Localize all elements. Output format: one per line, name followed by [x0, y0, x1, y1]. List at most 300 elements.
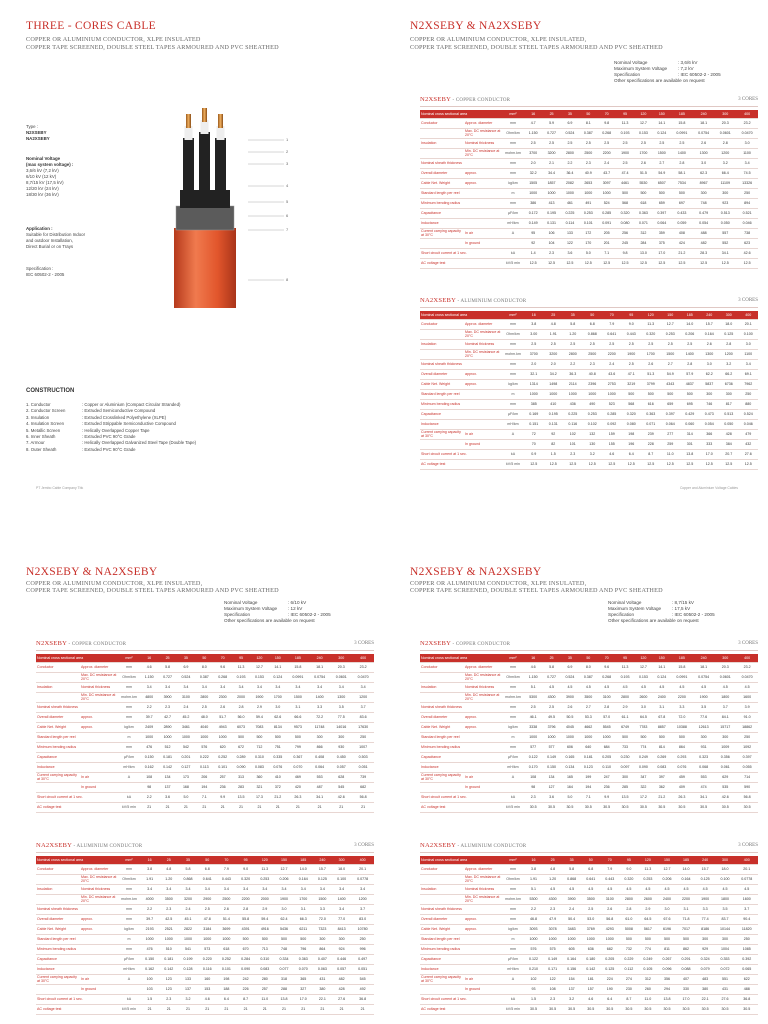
table-cell: 7783 [634, 722, 652, 732]
table-header-size: 120 [638, 856, 657, 864]
table-cell: 72.2 [309, 712, 331, 722]
table-cell: 0.524 [561, 672, 579, 682]
table-cell: 864 [671, 742, 693, 752]
core-1 [183, 114, 194, 192]
table-row [420, 884, 758, 894]
row-unit: A [118, 772, 140, 782]
table-cell: 3.5 [715, 904, 736, 914]
row-sub-label: Nominal thickness [464, 884, 502, 894]
table-cell: 157 [581, 984, 600, 994]
table-cell: 36.8 [735, 994, 758, 1004]
table-cell: 257 [255, 984, 274, 994]
table-row [36, 914, 374, 924]
row-unit: mohm.km [118, 692, 140, 702]
table-cell: 0.443 [217, 874, 236, 884]
row-sub-label: approx. [464, 914, 502, 924]
table-cell: 3769 [581, 924, 600, 934]
table-cell: 30.5 [671, 802, 693, 812]
table-cell: 500 [657, 934, 676, 944]
table-cell: 0.205 [600, 954, 619, 964]
table-header-size: 300 [330, 654, 352, 662]
table-cell: 0.397 [653, 208, 671, 218]
table-cell: 9.0 [619, 864, 638, 874]
table-cell: 51.4 [217, 914, 236, 924]
row-sub-label: Nominal thickness [464, 682, 502, 692]
table-cell: 4837 [680, 379, 700, 389]
table-cell: 8413 [332, 924, 351, 934]
table-cell: 500 [641, 389, 661, 399]
table-cell: 1.91 [140, 874, 159, 884]
row-group-label: Minimum bending radius [420, 944, 502, 954]
table-cell: 0.205 [598, 752, 616, 762]
table-cell: 0.149 [542, 752, 560, 762]
table-cell: 557 [714, 228, 736, 238]
spec-value: : 6/10 kV [288, 600, 307, 605]
table-cell: 123 [159, 974, 178, 984]
table-cell: 0.162 [140, 964, 159, 974]
table-row [420, 349, 758, 359]
table-cell: 8.0 [195, 662, 213, 672]
row-unit: mm [118, 712, 140, 722]
table-cell: 577 [542, 742, 560, 752]
row-unit: m [502, 732, 524, 742]
table-cell: 61.1 [616, 712, 634, 722]
voltage-sub-label: (max system voltage) : [26, 162, 74, 167]
row-unit: µF/km [502, 954, 524, 964]
table-cell: 30.5 [581, 1004, 600, 1014]
table-cell: 20.7 [719, 449, 739, 459]
page-subtitle: COPPER OR ALUMINIUM CONDUCTOR, XLPE INSULATED [26, 36, 201, 43]
table-cell: 3.4 [739, 359, 759, 369]
table-cell: 500 [294, 934, 313, 944]
table-cell: 659 [661, 399, 681, 409]
row-unit [502, 439, 524, 449]
table-row [420, 964, 758, 974]
table-row [420, 449, 758, 459]
table-cell: 672 [232, 742, 250, 752]
table-cell: 0.124 [653, 128, 671, 138]
table-cell: 30.5 [600, 1004, 619, 1014]
table-cell: 1300 [700, 349, 720, 359]
table-cell: 5.8 [563, 319, 583, 329]
table-cell: 482 [693, 238, 715, 248]
table-cell: 6.4 [600, 994, 619, 1004]
row-sub-label: In ground [464, 439, 502, 449]
table-cell: 2.5 [680, 339, 700, 349]
table-cell: 0.868 [583, 329, 603, 339]
row-sub-label: Max. DC resistance at 20°C [465, 129, 501, 137]
table-cell: 2.8 [671, 158, 693, 168]
row-unit: mm [502, 198, 524, 208]
table-cell: 300 [714, 732, 736, 742]
table-cell: 3.4 [178, 884, 197, 894]
row-unit: mohm.km [502, 692, 524, 702]
page-subtitle: COPPER TAPE SCREENED, DOUBLE STEEL TAPES ARMOURED AND PVC SHEATHED [26, 44, 279, 51]
table-cell: 8.0 [579, 662, 597, 672]
table-cell: 198 [217, 974, 236, 984]
table-cell: 0.727 [542, 672, 560, 682]
row-unit: mm [502, 118, 524, 128]
table-cell: 2800 [563, 349, 583, 359]
table-cell: 8.7 [619, 994, 638, 1004]
table-cell: 4.6 [524, 662, 542, 672]
table-cell: 0.429 [680, 409, 700, 419]
table-row [36, 702, 374, 712]
table-cell: 21 [236, 1004, 255, 1014]
table-cell: 3.4 [352, 682, 374, 692]
table-cell: 0.083 [255, 964, 274, 974]
table-cell: 3.4 [159, 884, 178, 894]
table-cell: 23.2 [736, 662, 758, 672]
table-cell: 83.0 [351, 914, 374, 924]
table-cell: 1.91 [544, 329, 564, 339]
table-cell: 0.165 [561, 752, 579, 762]
table-cell: 590 [736, 782, 758, 792]
table-row [420, 994, 758, 1004]
table-cell: 6.8 [583, 319, 603, 329]
table-cell: 0.125 [600, 964, 619, 974]
table-row [36, 974, 374, 984]
table-cell: 32.2 [524, 168, 542, 178]
table-cell: 12.7 [657, 864, 676, 874]
table-cell: 476 [140, 742, 158, 752]
table-cell: 247 [598, 772, 616, 782]
spec-value: : 12 kV [288, 606, 303, 611]
table-cell: 12.7 [634, 662, 652, 672]
table-cell: 194 [195, 782, 213, 792]
table-cell: 420 [287, 782, 309, 792]
row-group-label: Minimum bending radius [36, 944, 118, 954]
table-row [420, 782, 758, 792]
row-sub-label: Max. DC resistance at 20°C [465, 875, 501, 883]
table-cell: 9.6 [598, 662, 616, 672]
table-header-unit: mm² [502, 110, 524, 118]
table-cell: 46.8 [524, 914, 543, 924]
row-unit: mm [118, 914, 140, 924]
table-cell: 45.2 [177, 712, 195, 722]
table-cell: 42.6 [736, 248, 758, 258]
table-cell: 21 [214, 802, 232, 812]
table-row [420, 732, 758, 742]
table-cell: 3078 [543, 924, 562, 934]
table-cell: 21 [255, 1004, 274, 1014]
table-row [36, 994, 374, 1004]
table-row [36, 864, 374, 874]
table-cell: 0.122 [524, 752, 542, 762]
table-cell: 330 [677, 984, 696, 994]
table-cell: 30.5 [562, 1004, 581, 1014]
table-cell: 104 [542, 238, 560, 248]
table-cell: 21 [274, 1004, 293, 1014]
table-cell: 1100 [739, 349, 759, 359]
table-cell: 6.9 [561, 662, 579, 672]
spec-table-aluminium [420, 856, 758, 1015]
construction-key: 7. Armour [26, 440, 45, 446]
table-cell: 7.1 [195, 792, 213, 802]
table-header-size: 16 [140, 856, 159, 864]
table-cell: 4.5 [735, 884, 758, 894]
table-cell: 4.5 [653, 682, 671, 692]
table-cell: 62.6 [269, 712, 287, 722]
table-row [420, 722, 758, 732]
table-cell: 21 [232, 802, 250, 812]
table-cell: 3.2 [719, 359, 739, 369]
row-group-label: Short circuit current at 1 sec. [36, 994, 118, 1004]
table-cell: 4.5 [715, 884, 736, 894]
spec-key: Nominal Voltage [614, 60, 648, 65]
table-cell: 3.2 [714, 158, 736, 168]
page-title: N2XSEBY & NA2XSEBY [410, 566, 542, 578]
table-cell: 1498 [544, 379, 564, 389]
table-cell: 30.5 [524, 802, 542, 812]
row-unit: kA [502, 248, 524, 258]
row-sub-label: Min. DC resistance at 20°C [464, 148, 502, 158]
row-sub-label: Min. DC resistance at 20°C [464, 349, 502, 359]
table-row [420, 248, 758, 258]
row-sub-label: In air [464, 974, 502, 984]
row-group-label [36, 984, 80, 994]
table-row [36, 772, 374, 782]
table-cell: 22.1 [313, 994, 332, 1004]
table-cell: 500 [634, 188, 652, 198]
voltage-value: 12/20 kV (24 kV) [26, 186, 59, 191]
table-cell: 91.0 [736, 712, 758, 722]
table-cell: 4.5 [598, 682, 616, 692]
construction-value: : Extruded PVC 90°C Grade [82, 446, 136, 452]
table-cell: 250 [736, 732, 758, 742]
table-cell: 102 [524, 974, 543, 984]
table-row [420, 772, 758, 782]
table-cell: 500 [287, 732, 309, 742]
table-cell: 14016 [330, 722, 352, 732]
row-unit: mm [502, 369, 524, 379]
row-group-label: Current carrying capacity at 30°C [420, 974, 464, 984]
table-cell: 0.153 [634, 128, 652, 138]
table-cell: 84.1 [714, 712, 736, 722]
table-cell: 17630 [352, 722, 374, 732]
table-cell: 236 [214, 782, 232, 792]
table-header-size: 400 [739, 311, 759, 319]
table-cell: 194 [579, 782, 597, 792]
table-row [36, 762, 374, 772]
table-cell: 1.20 [543, 874, 562, 884]
table-cell: 817 [719, 399, 739, 409]
row-group-label: Capacitance [420, 409, 502, 419]
row-unit: kA [502, 994, 524, 1004]
table-cell: 2.2 [561, 158, 579, 168]
table-cell: 682 [352, 782, 374, 792]
type-value: NA2XSEBY [26, 136, 50, 141]
table-cell: 12613 [693, 722, 715, 732]
table-cell: 18.1 [309, 662, 331, 672]
row-group-label: AC voltage test [36, 1004, 118, 1014]
table-cell: 2.5 [198, 904, 217, 914]
table-cell: 0.101 [579, 218, 597, 228]
table-cell: 13.5 [616, 792, 634, 802]
spec-key: Maximum System Voltage [614, 66, 668, 71]
table-cell: 2.0 [524, 359, 544, 369]
table-cell: 0.100 [739, 329, 759, 339]
row-sub-label: approx. [80, 924, 118, 934]
table-cell: 670 [236, 944, 255, 954]
table-cell: 930 [330, 742, 352, 752]
table-row [36, 884, 374, 894]
table-cell: 20.3 [714, 118, 736, 128]
table-cell: 0.091 [598, 218, 616, 228]
table-cell: 483 [696, 974, 715, 984]
table-row [420, 218, 758, 228]
table-cell: 1000 [524, 389, 544, 399]
table-cell: 0.269 [653, 752, 671, 762]
table-cell: 0.335 [269, 752, 287, 762]
table-row [420, 752, 758, 762]
table-cell: 10780 [351, 924, 374, 934]
table-cell: 0.050 [719, 419, 739, 429]
row-unit: Ohm/km [118, 874, 140, 884]
table-cell: 0.101 [214, 762, 232, 772]
table-cell: 300 [693, 732, 715, 742]
table-cell: 500 [671, 732, 693, 742]
row-unit: mm [502, 319, 524, 329]
table-cell: 3.0 [657, 904, 676, 914]
table-cell: 3500 [159, 894, 178, 904]
table-cell: 77.6 [693, 712, 715, 722]
table-cell: 21 [178, 1004, 197, 1014]
table-cell: 12.7 [250, 662, 268, 672]
table-cell: 259 [661, 439, 681, 449]
row-group-label [420, 329, 464, 339]
table-header-size: 150 [269, 654, 287, 662]
table-cell: 12.5 [693, 258, 715, 268]
table-row [420, 762, 758, 772]
table-cell: 3.2 [178, 994, 197, 1004]
table-header-size: 120 [250, 654, 268, 662]
table-row [420, 802, 758, 812]
table-cell: 1900 [696, 894, 715, 904]
table-cell: 0.0601 [714, 128, 736, 138]
table-cell: 0.071 [641, 419, 661, 429]
table-row [420, 702, 758, 712]
table-cell: 0.181 [579, 752, 597, 762]
row-sub-label: approx. [464, 168, 502, 178]
table-row [420, 369, 758, 379]
callout-number: 8 [286, 277, 289, 282]
table-cell: 21 [287, 802, 309, 812]
table-cell: 4.5 [714, 682, 736, 692]
table-cell: 0.070 [287, 762, 309, 772]
table-cell: 49.5 [542, 712, 560, 722]
table-cell: 6736 [719, 379, 739, 389]
table-cell: 0.320 [616, 208, 634, 218]
table-cell: 1085 [735, 944, 758, 954]
table-cell: 1000 [543, 934, 562, 944]
row-group-label: Conductor [36, 864, 80, 874]
row-unit: mH/km [502, 218, 524, 228]
table-cell: 224 [600, 974, 619, 984]
table-cell: 0.285 [602, 409, 622, 419]
table-cell: 21 [352, 802, 374, 812]
table-cell: 13326 [736, 178, 758, 188]
table-cell: 4.5 [562, 884, 581, 894]
row-sub-label: approx. [464, 369, 502, 379]
construction-key: 8. Outer Sheath [26, 446, 57, 452]
table-cell: 739 [352, 772, 374, 782]
table-cell: 3.1 [294, 904, 313, 914]
table-cell: 1000 [524, 188, 542, 198]
row-group-label: Overall diameter [420, 369, 464, 379]
construction-key: 1. Conductor [26, 402, 51, 407]
table-cell: 0.142 [159, 964, 178, 974]
table-cell: 134 [158, 772, 176, 782]
table-cell: 3.4 [232, 682, 250, 692]
row-group-label: Overall diameter [36, 914, 80, 924]
table-cell: 4000 [140, 894, 159, 904]
table-cell: 1000 [158, 732, 176, 742]
table-header-size: 240 [693, 654, 715, 662]
spec-key: Nominal Voltage [608, 600, 642, 605]
table-cell: 3.4 [309, 682, 331, 692]
table-header-size: 150 [657, 856, 676, 864]
table-cell: 3.4 [140, 682, 158, 692]
spec-value: : 8,7/15 kV [672, 600, 694, 605]
row-group-label: Inductance [36, 762, 118, 772]
row-unit [502, 238, 524, 248]
table-cell: 2409 [140, 722, 158, 732]
table-cell: 155 [602, 439, 622, 449]
row-group-label: Cable Net. Weight [420, 924, 464, 934]
row-group-label: Current carrying capacity at 30°C [420, 429, 464, 439]
table-row [420, 662, 758, 672]
table-cell: 6.8 [198, 864, 217, 874]
table-cell: 0.076 [269, 762, 287, 772]
table-header-size: 35 [561, 110, 579, 118]
table-cell: 1.150 [524, 672, 542, 682]
table-header-size: 70 [602, 311, 622, 319]
row-sub-label: Max. DC resistance at 20°C [81, 875, 117, 883]
table-cell: 576 [195, 742, 213, 752]
table-cell: 0.323 [693, 752, 715, 762]
table-cell: 0.268 [598, 672, 616, 682]
table-cell: 3.0 [634, 702, 652, 712]
table-cell: 66.6 [287, 712, 309, 722]
row-unit: m [502, 188, 524, 198]
table-cell: 461 [561, 198, 579, 208]
row-unit: mohm.km [118, 894, 140, 904]
table-cell: 0.172 [524, 208, 542, 218]
table-cell: 56.8 [736, 792, 758, 802]
table-cell: 2.6 [600, 904, 619, 914]
table-cell: 2.5 [671, 138, 693, 148]
table-cell: 0.046 [739, 419, 759, 429]
table-cell: 1007 [352, 742, 374, 752]
row-sub-label: approx. [464, 924, 502, 934]
core-3 [215, 114, 226, 192]
table-row [36, 894, 374, 904]
table-cell: 164 [561, 782, 579, 792]
table-header-unit: mm² [502, 856, 524, 864]
row-unit: mH/km [118, 762, 140, 772]
table-cell: 7962 [739, 379, 759, 389]
row-unit: mm [502, 158, 524, 168]
table-cell: 39.7 [140, 914, 159, 924]
table-cell: 5436 [274, 924, 293, 934]
construction-value: : Helically Overlapped Galvanized Steel Tape (Double Tape) [82, 440, 197, 446]
table-cell: 30.5 [616, 802, 634, 812]
table-cell: 682 [600, 944, 619, 954]
row-group-label: Capacitance [420, 954, 502, 964]
table-cell: 500 [616, 188, 634, 198]
page-footer: Copper and Aluminium Voltage Cables [679, 486, 738, 490]
